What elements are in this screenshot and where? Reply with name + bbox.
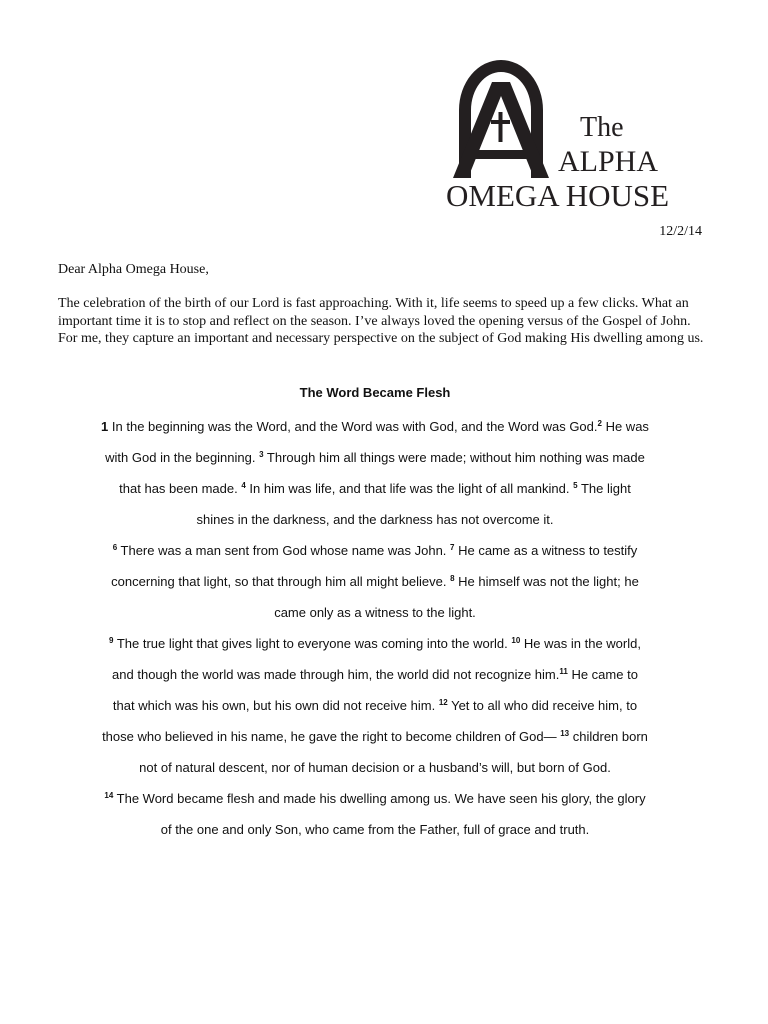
verse-text: The true light that gives light to everyone was coming into the world. [113, 636, 512, 651]
intro-paragraph [58, 295, 710, 348]
scripture-passage [100, 384, 650, 845]
verse-text: He himself was not the light; he came only as a witness to the light. [274, 574, 639, 620]
scripture-paragraph [100, 535, 650, 628]
logo-text-the: The [580, 112, 624, 143]
verse-text: Through him all things were made; without him nothing was made that has been made. [119, 450, 645, 496]
alpha-arch-cross-icon [450, 54, 552, 180]
intro-line: The celebration of the birth of our Lord is fast approaching. With it, life seems to speed up a few clicks. [58, 296, 639, 311]
verse-text: In the beginning was the Word, and the Word was with God, and the Word was God. [108, 419, 598, 434]
verse-text: children born not of natural descent, nor of human decision or a husband’s will, but born of God. [139, 729, 648, 775]
verse-text: Yet to all who did receive him, to those who believed in his name, he gave the right to become children of God— [102, 698, 638, 744]
verse-number: 10 [511, 636, 521, 645]
verse-text: He came to that which was his own, but his own did not receive him. [112, 667, 638, 713]
verse-text: He was with God in the beginning. [105, 419, 649, 465]
intro-line: Gospel of John. For me, they capture an important and necessary perspective on the subject of God [58, 313, 691, 346]
verse-number: 9 [109, 636, 114, 645]
verse-text: He came as a witness to testify concerning that light, so that through him all might believe. [111, 543, 638, 589]
verse-number: 12 [438, 698, 448, 707]
verse-text: The light shines in the darkness, and the darkness has not overcome it. [196, 481, 631, 527]
verse-number: 13 [560, 729, 570, 738]
scripture-heading: The Word Became Flesh [299, 385, 451, 400]
verse-number: 2 [597, 419, 602, 428]
verse-number: 14 [104, 791, 114, 800]
scripture-paragraph [100, 783, 650, 845]
verse-number: 11 [559, 667, 568, 676]
verse-number: 7 [450, 543, 455, 552]
verse-number: 3 [259, 450, 264, 459]
verse-text: There was a man sent from God whose name was John. [117, 543, 451, 558]
scripture-paragraph [100, 628, 650, 783]
letter-salutation: Dear Alpha Omega House, [58, 262, 209, 277]
verse-number: 6 [112, 543, 118, 552]
verse-number: 5 [573, 481, 578, 490]
alpha-omega-logo [446, 54, 696, 219]
logo-text-alpha: ALPHA [558, 145, 659, 178]
verse-number: 8 [450, 574, 455, 583]
verse-number: 1 [101, 419, 109, 434]
verse-number: 4 [241, 481, 246, 490]
verse-text: He was in the world, and though the world was made through him, the world did not recognize him. [112, 636, 641, 682]
intro-line: making His dwelling among us. [524, 331, 704, 346]
letter-date: 12/2/14 [659, 224, 702, 239]
verse-text: In him was life, and that life was the light of all mankind. [245, 481, 574, 496]
verse-text: The Word became flesh and made his dwelling among us. We have seen his glory, the glory of the one and only Son, who came from the Father, full of grace and truth. [113, 791, 646, 837]
logo-text-omega-house: OMEGA HOUSE [446, 178, 670, 213]
scripture-paragraph [100, 411, 650, 535]
intro-line: What an important time it is to stop and reflect on the season. I’ve always loved the opening versus of the [58, 296, 689, 329]
